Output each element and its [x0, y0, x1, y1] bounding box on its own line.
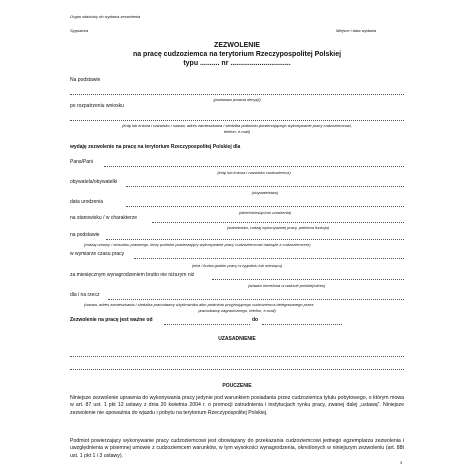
- organ-label: Organ właściwy do wydania zezwolenia: [70, 14, 141, 19]
- podmiot-hint-2: telefon, e-mail): [223, 129, 251, 134]
- wynagrodzenie-line[interactable]: [212, 279, 404, 280]
- obywatelstwo-label: obywatela/obywatelki: [70, 179, 118, 185]
- wazne-label: Zezwolenie na pracę jest ważne od: [70, 317, 153, 323]
- podmiot-hint-1: (imię lub imiona i nazwisko / nazwa, adres zamieszkania / siedziba podmiotu powierzającego wykonywanie pracy cudzoziemcowi,: [122, 123, 352, 128]
- rzecz-line[interactable]: [108, 299, 404, 300]
- title-typ-nr: typu .......... nr ...............................: [183, 60, 291, 67]
- uzasadnienie-heading: UZASADNIENIE: [218, 336, 256, 342]
- rzecz-hint-2: pracodawcę zagranicznego, telefon, e-mail): [198, 308, 276, 313]
- dla-rzecz-label: dla i na rzecz: [70, 292, 100, 298]
- podstawa-hint: (podstawa prawna decyzji): [213, 97, 261, 102]
- wazne-od-line[interactable]: [164, 324, 250, 325]
- uzasadnienie-line-2[interactable]: [70, 369, 404, 370]
- wazne-do-label: do: [252, 317, 259, 323]
- data-hint: (dzień/miesiąc/rok urodzenia): [238, 210, 292, 215]
- imie-line[interactable]: [104, 166, 404, 167]
- wazne-do-line[interactable]: [262, 324, 342, 325]
- wynagrodzenie-hint: (stawka określona w walucie polskiej/okres): [248, 283, 326, 288]
- stanowisko-line[interactable]: [152, 222, 404, 223]
- wymiar-label: w wymiarze czasu pracy: [70, 251, 125, 257]
- data-urodzenia-label: data urodzenia: [70, 199, 104, 205]
- title-zezwolenie: ZEZWOLENIE: [214, 42, 260, 49]
- stanowisko-label: na stanowisku / w charakterze: [70, 215, 137, 221]
- sygnatura-label: Sygnatura: [70, 28, 89, 33]
- imie-hint: (imię lub imiona i nazwisko cudzoziemca): [217, 170, 291, 175]
- wymiar-line[interactable]: [134, 258, 404, 259]
- pouczenie-paragraph-1: Niniejsze zezwolenie uprawnia do wykonywania pracy jedynie pod warunkiem posiadania przez cudzoziemca tytułu pobytowego, o którym mowa w art. 87 ust. 1 pkt 12 ustawy z dnia 20 kwietnia 2004 r. o promocji zatrudnienia i instytucjach rynku pracy, zwanej dalej „ustawą”. Niniejsze zezwolenie nie upoważnia do wjazdu i pobytu na terytorium Rzeczypospolitej Polskiej.: [70, 395, 404, 416]
- data-urodzenia-line[interactable]: [126, 206, 404, 207]
- umowa-line[interactable]: [106, 239, 404, 240]
- pouczenie-heading: POUCZENIE: [222, 383, 252, 389]
- uzasadnienie-line-1[interactable]: [70, 356, 404, 357]
- rozpatrzenie-label: po rozpatrzeniu wniosku: [70, 103, 124, 109]
- podmiot-line-1[interactable]: [70, 120, 404, 121]
- pouczenie-paragraph-2: Podmiot powierzający wykonywanie pracy cudzoziemcowi jest obowiązany do przekazania cudzoziemcowi jednego egzemplarza zezwolenia i uwzględnienia w pisemnej umowie z cudzoziemcem warunków, w tym wysokości wynagrodzenia, określonych w niniejszym zezwoleniu (art. 88t ust. 1 pkt 1 i 3 ustawy).: [70, 438, 404, 459]
- title-subtitle: na pracę cudzoziemca na terytorium Rzeczypospolitej Polskiej: [132, 51, 342, 58]
- page-number: 3: [400, 460, 403, 465]
- umowa-hint: (rodzaj umowy / stosunku prawnego, który podmiot powierzający wykonywanie pracy cudzoziemcowi nawiąże z cudzoziemcem): [84, 242, 311, 247]
- na-podstawie2-label: na podstawie: [70, 232, 100, 238]
- na-podstawie-label: Na podstawie: [70, 77, 101, 83]
- podstawa-line-1[interactable]: [70, 94, 404, 95]
- pana-pani-label: Pana/Pani: [70, 159, 94, 165]
- obywatelstwo-line[interactable]: [126, 186, 404, 187]
- wymiar-hint: (etat / liczba godzin pracy w tygodniu lub miesiącu): [191, 263, 283, 268]
- stanowisko-hint: (stanowisko, rodzaj wykonywanej pracy, pełniona funkcja): [226, 225, 330, 230]
- wynagrodzenie-label: za miesięcznym wynagrodzeniem brutto nie niższym niż: [70, 272, 195, 278]
- miejsce-data-label: Miejsce i data wydania: [336, 28, 377, 33]
- obywatelstwo-hint: (obywatelstwo): [251, 190, 279, 195]
- wydaje-label: wydaję zezwolenie na pracę na terytorium Rzeczypospolitej Polskiej dla: [70, 144, 241, 150]
- rzecz-hint-1: (nazwa, adres zamieszkania / siedziba pracodawcy użytkownika albo podmiotu przyjmującego cudzoziemca delegowanego przez: [84, 302, 314, 307]
